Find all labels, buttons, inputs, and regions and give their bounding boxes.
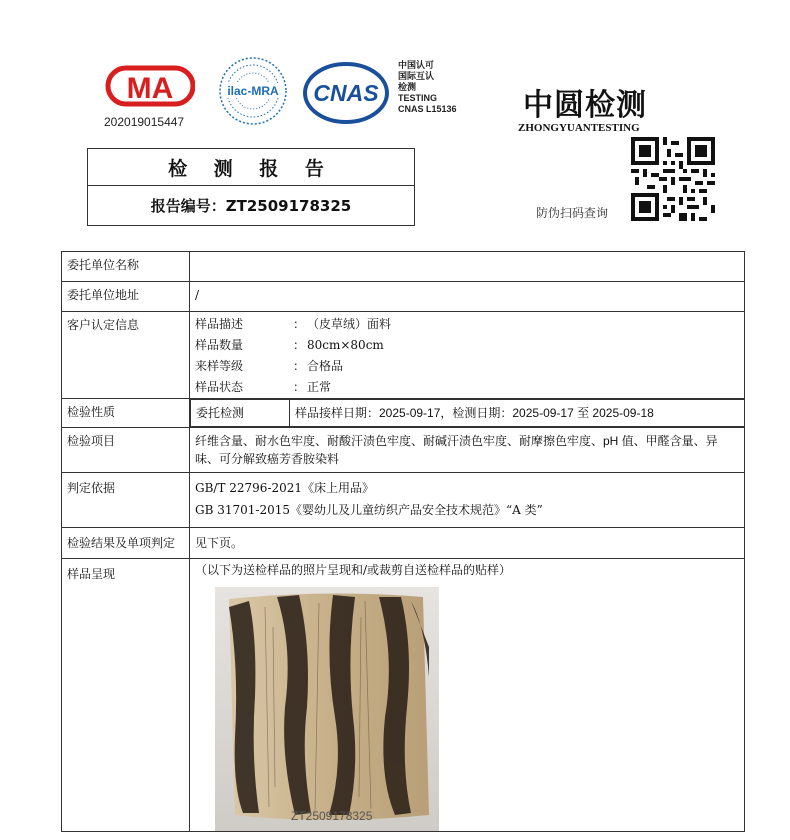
cnas-accreditation-text bbox=[398, 60, 457, 115]
cma-logo bbox=[105, 62, 195, 110]
report-number: 报告编号：ZT2509178325 bbox=[87, 186, 415, 226]
qr-caption: 防伪扫码查询 bbox=[536, 206, 609, 220]
judgment-basis-item: GB 31701-2015《婴幼儿及儿童纺织产品安全技术规范》“A 类” bbox=[195, 503, 543, 517]
client-name-label: 委托单位名称 bbox=[62, 252, 190, 282]
sample-photo-label: 样品呈现 bbox=[62, 559, 190, 832]
judgment-basis-label: 判定依据 bbox=[62, 473, 190, 528]
inspection-dates: 样品接样日期：2025-09-17，检测日期：2025-09-17 至 2025-09-18 bbox=[295, 406, 654, 420]
sample-info-value: 80cm×80cm bbox=[307, 338, 384, 352]
sample-info-list bbox=[190, 312, 745, 399]
brand-name-en: ZHONGYUANTESTING bbox=[518, 122, 640, 134]
table-row bbox=[62, 399, 745, 428]
ilac-text: ilac-MRA bbox=[227, 84, 279, 98]
result-value: 见下页。 bbox=[190, 528, 745, 559]
sample-info-key: 样品状态 bbox=[195, 380, 244, 394]
report-title: 检 测 报 告 bbox=[87, 148, 415, 186]
sample-photo-cell bbox=[190, 559, 745, 832]
sample-info-key: 样品描述 bbox=[195, 317, 244, 331]
table-row bbox=[62, 252, 745, 282]
table-row bbox=[62, 312, 745, 399]
sample-photo bbox=[215, 587, 439, 831]
fur-sample-image bbox=[215, 587, 439, 831]
inspection-nature-cell bbox=[190, 399, 745, 427]
client-address-value: / bbox=[190, 282, 745, 312]
sample-info-value: 合格品 bbox=[307, 359, 344, 373]
judgment-basis-item: GB/T 22796-2021《床上用品》 bbox=[195, 481, 375, 495]
inspection-nature-label: 检验性质 bbox=[62, 399, 190, 428]
sample-info-item bbox=[195, 377, 739, 398]
table-row bbox=[62, 428, 745, 473]
customer-info-label: 客户认定信息 bbox=[62, 312, 190, 399]
table-row bbox=[62, 559, 745, 832]
table-row bbox=[62, 473, 745, 528]
sample-info-sep: ： bbox=[293, 380, 306, 394]
client-address-label: 委托单位地址 bbox=[62, 282, 190, 312]
result-label: 检验结果及单项判定 bbox=[62, 528, 190, 559]
qr-code[interactable] bbox=[631, 137, 715, 221]
sample-info-value: 正常 bbox=[307, 380, 332, 394]
cnas-text: CNAS bbox=[313, 80, 379, 106]
sample-info-item bbox=[195, 335, 739, 356]
photo-caption: ZT2509178325 bbox=[291, 809, 373, 823]
cma-text: MA bbox=[126, 72, 174, 105]
sample-info-key: 来样等级 bbox=[195, 359, 244, 373]
sample-info-item bbox=[195, 356, 739, 377]
inspection-nature-value: 委托检测 bbox=[191, 400, 290, 426]
table-row bbox=[62, 282, 745, 312]
sample-info-sep: ： bbox=[293, 317, 306, 331]
cnas-line: 检测 bbox=[398, 82, 417, 92]
cma-number: 202019015447 bbox=[104, 115, 185, 129]
sample-info-key: 样品数量 bbox=[195, 338, 244, 352]
table-row bbox=[62, 528, 745, 559]
brand-name-cn: 中圆检测 bbox=[523, 88, 647, 123]
report-info-table bbox=[61, 251, 745, 832]
cnas-line: 国际互认 bbox=[398, 71, 435, 81]
inspection-items-value: 纤维含量、耐水色牢度、耐酸汗渍色牢度、耐碱汗渍色牢度、耐摩擦色牢度、pH 值、甲醛含量、异味、可分解致癌芳香胺染料 bbox=[190, 428, 745, 473]
judgment-basis-list bbox=[190, 473, 745, 528]
sample-photo-note: （以下为送检样品的照片呈现和/或裁剪自送检样品的贴样） bbox=[195, 563, 512, 577]
sample-info-item bbox=[195, 314, 739, 335]
sample-info-sep: ： bbox=[293, 338, 306, 352]
inspection-items-label: 检验项目 bbox=[62, 428, 190, 473]
cnas-logo bbox=[303, 62, 389, 124]
cnas-line: 中国认可 bbox=[398, 60, 435, 70]
sample-info-sep: ： bbox=[293, 359, 306, 373]
cnas-line: TESTING bbox=[398, 93, 438, 103]
sample-info-value: （皮草绒）面料 bbox=[307, 317, 392, 331]
ilac-mra-logo bbox=[218, 56, 288, 126]
cnas-line: CNAS L15136 bbox=[398, 104, 457, 114]
client-name-value bbox=[190, 252, 745, 282]
